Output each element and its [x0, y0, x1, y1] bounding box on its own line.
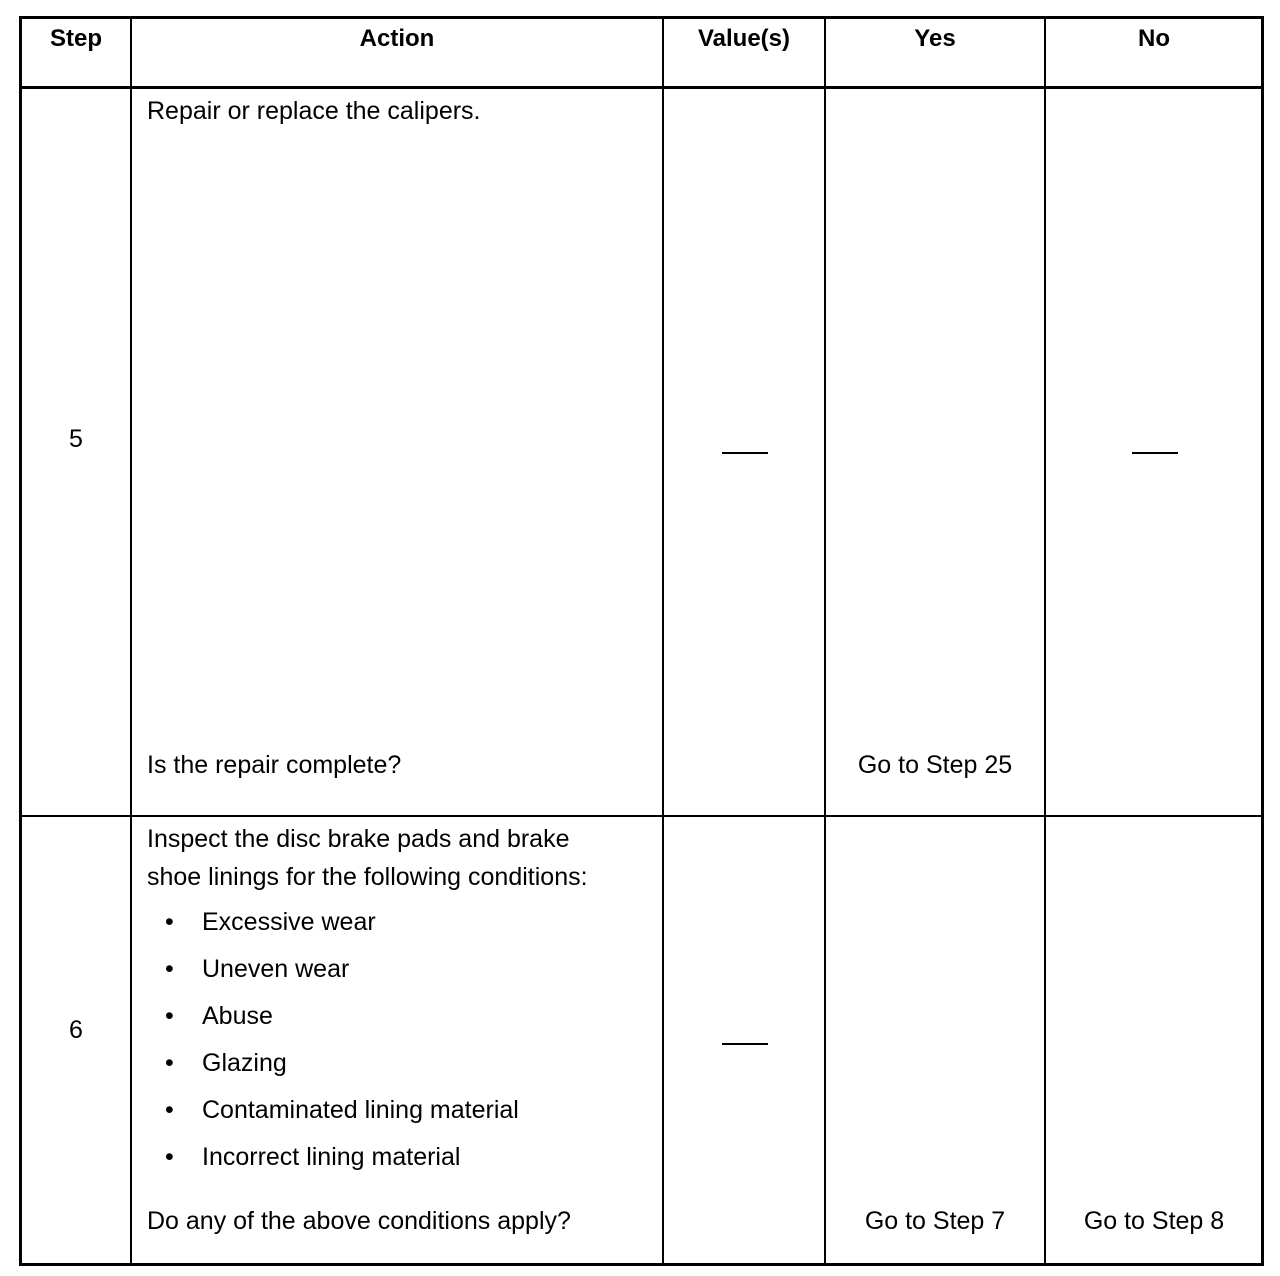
list-item	[163, 1143, 519, 1190]
header-step: Step	[49, 25, 102, 52]
bullet-icon: •	[165, 908, 174, 936]
header-action: Action	[359, 25, 435, 52]
condition-label: Contaminated lining material	[202, 1096, 519, 1124]
action-question: Is the repair complete?	[147, 751, 402, 779]
value-dash	[722, 1043, 768, 1045]
yes-result: Go to Step 25	[857, 751, 1013, 779]
condition-label: Excessive wear	[202, 908, 376, 936]
condition-label: Abuse	[202, 1002, 273, 1030]
bullet-icon: •	[165, 1002, 174, 1030]
action-question: Do any of the above conditions apply?	[147, 1207, 571, 1235]
value-dash	[722, 452, 768, 454]
column-divider	[130, 16, 132, 1266]
no-dash	[1132, 452, 1178, 454]
condition-label: Glazing	[202, 1049, 287, 1077]
action-text: Inspect the disc brake pads and brake	[147, 825, 570, 853]
action-text: shoe linings for the following conditions:	[147, 863, 588, 891]
list-item	[163, 955, 519, 1002]
list-item	[163, 1002, 519, 1049]
header-no: No	[1138, 25, 1170, 52]
bullet-icon: •	[165, 1049, 174, 1077]
no-result: Go to Step 8	[1083, 1207, 1225, 1235]
step-number: 6	[69, 1016, 83, 1044]
bullet-icon: •	[165, 955, 174, 983]
bullet-icon: •	[165, 1143, 174, 1171]
condition-label: Incorrect lining material	[202, 1143, 461, 1171]
column-divider	[824, 16, 826, 1266]
column-divider	[662, 16, 664, 1266]
list-item	[163, 1096, 519, 1143]
yes-result: Go to Step 7	[864, 1207, 1006, 1235]
header-yes: Yes	[914, 25, 956, 52]
header-values: Value(s)	[697, 25, 791, 52]
row-divider	[19, 815, 1264, 817]
conditions-list	[163, 908, 519, 1190]
row-divider	[19, 86, 1264, 89]
bullet-icon: •	[165, 1096, 174, 1124]
list-item	[163, 1049, 519, 1096]
step-number: 5	[69, 425, 83, 453]
action-text: Repair or replace the calipers.	[147, 97, 481, 125]
column-divider	[1044, 16, 1046, 1266]
list-item	[163, 908, 519, 955]
condition-label: Uneven wear	[202, 955, 350, 983]
